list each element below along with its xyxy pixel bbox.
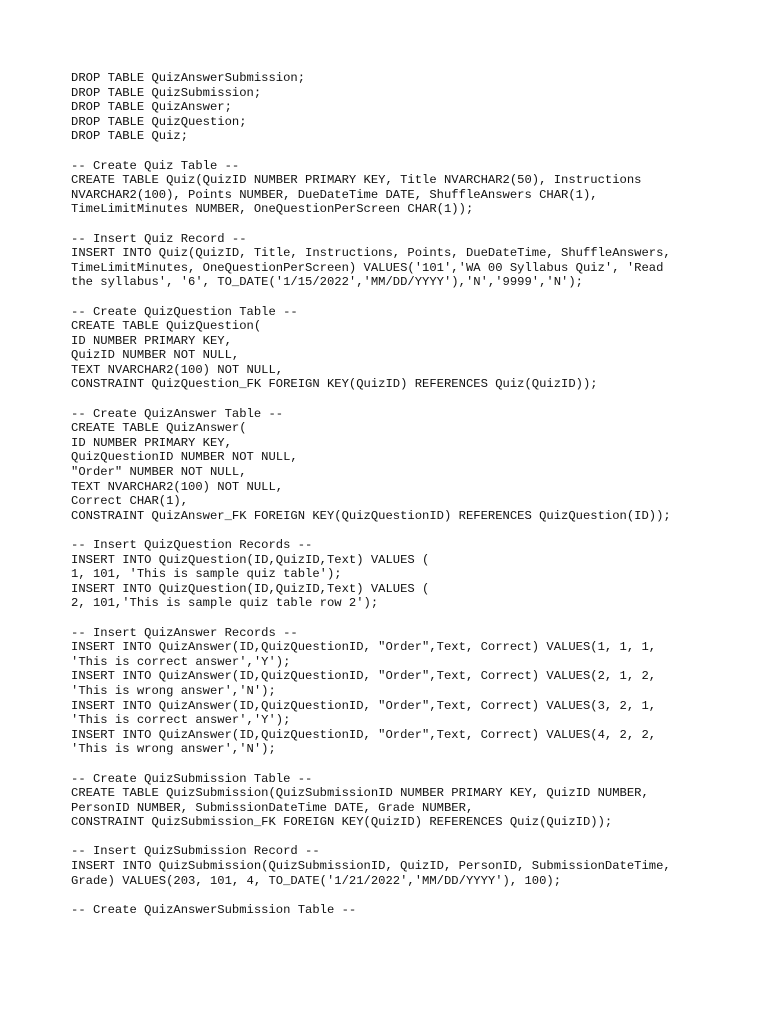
code-comment: -- Insert Quiz Record -- [71, 231, 247, 246]
code-line: CONSTRAINT QuizQuestion_FK FOREIGN KEY(QuizID) REFERENCES Quiz(QuizID)); [71, 377, 598, 392]
code-line: INSERT INTO QuizQuestion(ID,QuizID,Text) VALUES ( [71, 581, 430, 596]
code-line: DROP TABLE QuizQuestion; [71, 114, 247, 129]
create-quizquestion-block [71, 305, 751, 393]
code-line: DROP TABLE QuizAnswer; [71, 100, 232, 115]
code-line: ID NUMBER PRIMARY KEY, [71, 435, 232, 450]
create-quizanswer-block [71, 407, 751, 524]
create-quizsubmission-block [71, 772, 751, 830]
insert-quizsubmission-block [71, 844, 751, 888]
code-comment: -- Create QuizSubmission Table -- [71, 771, 313, 786]
code-line: 'This is correct answer','Y'); [71, 654, 291, 669]
code-line: 1, 101, 'This is sample quiz table'); [71, 567, 342, 582]
code-comment: -- Create QuizQuestion Table -- [71, 304, 298, 319]
create-quizanswersubmission-block [71, 903, 751, 918]
code-line: CONSTRAINT QuizAnswer_FK FOREIGN KEY(QuizQuestionID) REFERENCES QuizQuestion(ID)); [71, 508, 671, 523]
sql-document [71, 71, 751, 932]
code-line: ID NUMBER PRIMARY KEY, [71, 333, 232, 348]
code-line: INSERT INTO Quiz(QuizID, Title, Instructions, Points, DueDateTime, ShuffleAnswers, [71, 246, 671, 261]
code-line: NVARCHAR2(100), Points NUMBER, DueDateTime DATE, ShuffleAnswers CHAR(1), [71, 187, 598, 202]
code-line: INSERT INTO QuizAnswer(ID,QuizQuestionID, "Order",Text, Correct) VALUES(2, 1, 2, [71, 669, 657, 684]
code-comment: -- Insert QuizSubmission Record -- [71, 844, 320, 859]
code-line: the syllabus', '6', TO_DATE('1/15/2022','MM/DD/YYYY'),'N','9999','N'); [71, 275, 583, 290]
code-line: 2, 101,'This is sample quiz table row 2'); [71, 596, 379, 611]
code-line: Grade) VALUES(203, 101, 4, TO_DATE('1/21/2022','MM/DD/YYYY'), 100); [71, 873, 562, 888]
code-line: TimeLimitMinutes, OneQuestionPerScreen) VALUES('101','WA 00 Syllabus Quiz', 'Read [71, 260, 664, 275]
code-line: INSERT INTO QuizAnswer(ID,QuizQuestionID, "Order",Text, Correct) VALUES(1, 1, 1, [71, 640, 657, 655]
code-line: INSERT INTO QuizAnswer(ID,QuizQuestionID, "Order",Text, Correct) VALUES(3, 2, 1, [71, 698, 657, 713]
code-line: Correct CHAR(1), [71, 494, 189, 509]
code-line: CREATE TABLE QuizSubmission(QuizSubmissionID NUMBER PRIMARY KEY, QuizID NUMBER, [71, 786, 649, 801]
create-quiz-block [71, 159, 751, 217]
code-line: INSERT INTO QuizSubmission(QuizSubmissionID, QuizID, PersonID, SubmissionDateTime, [71, 859, 671, 874]
code-line: DROP TABLE QuizAnswerSubmission; [71, 71, 306, 85]
code-comment: -- Create QuizAnswer Table -- [71, 406, 284, 421]
code-line: INSERT INTO QuizQuestion(ID,QuizID,Text) VALUES ( [71, 552, 430, 567]
code-comment: -- Create Quiz Table -- [71, 158, 240, 173]
code-comment: -- Insert QuizAnswer Records -- [71, 625, 298, 640]
code-line: DROP TABLE QuizSubmission; [71, 85, 262, 100]
code-line: 'This is correct answer','Y'); [71, 713, 291, 728]
code-line: DROP TABLE Quiz; [71, 129, 189, 144]
code-line: "Order" NUMBER NOT NULL, [71, 465, 247, 480]
code-comment: -- Insert QuizQuestion Records -- [71, 538, 313, 552]
insert-quiz-block [71, 232, 751, 290]
code-line: QuizQuestionID NUMBER NOT NULL, [71, 450, 298, 465]
code-line: QuizID NUMBER NOT NULL, [71, 348, 240, 363]
code-line: CREATE TABLE Quiz(QuizID NUMBER PRIMARY KEY, Title NVARCHAR2(50), Instructions [71, 173, 642, 188]
insert-quizanswer-block [71, 626, 751, 757]
drop-tables-block [71, 71, 751, 144]
code-line: 'This is wrong answer','N'); [71, 742, 276, 757]
insert-quizquestion-block [71, 538, 751, 611]
code-line: CONSTRAINT QuizSubmission_FK FOREIGN KEY(QuizID) REFERENCES Quiz(QuizID)); [71, 815, 613, 830]
code-line: TimeLimitMinutes NUMBER, OneQuestionPerScreen CHAR(1)); [71, 202, 474, 217]
code-line: TEXT NVARCHAR2(100) NOT NULL, [71, 362, 284, 377]
code-line: INSERT INTO QuizAnswer(ID,QuizQuestionID, "Order",Text, Correct) VALUES(4, 2, 2, [71, 727, 657, 742]
code-line: CREATE TABLE QuizAnswer( [71, 421, 247, 436]
code-line: TEXT NVARCHAR2(100) NOT NULL, [71, 479, 284, 494]
code-line: CREATE TABLE QuizQuestion( [71, 319, 262, 334]
code-line: 'This is wrong answer','N'); [71, 683, 276, 698]
code-comment: -- Create QuizAnswerSubmission Table -- [71, 902, 357, 917]
code-line: PersonID NUMBER, SubmissionDateTime DATE, Grade NUMBER, [71, 800, 474, 815]
